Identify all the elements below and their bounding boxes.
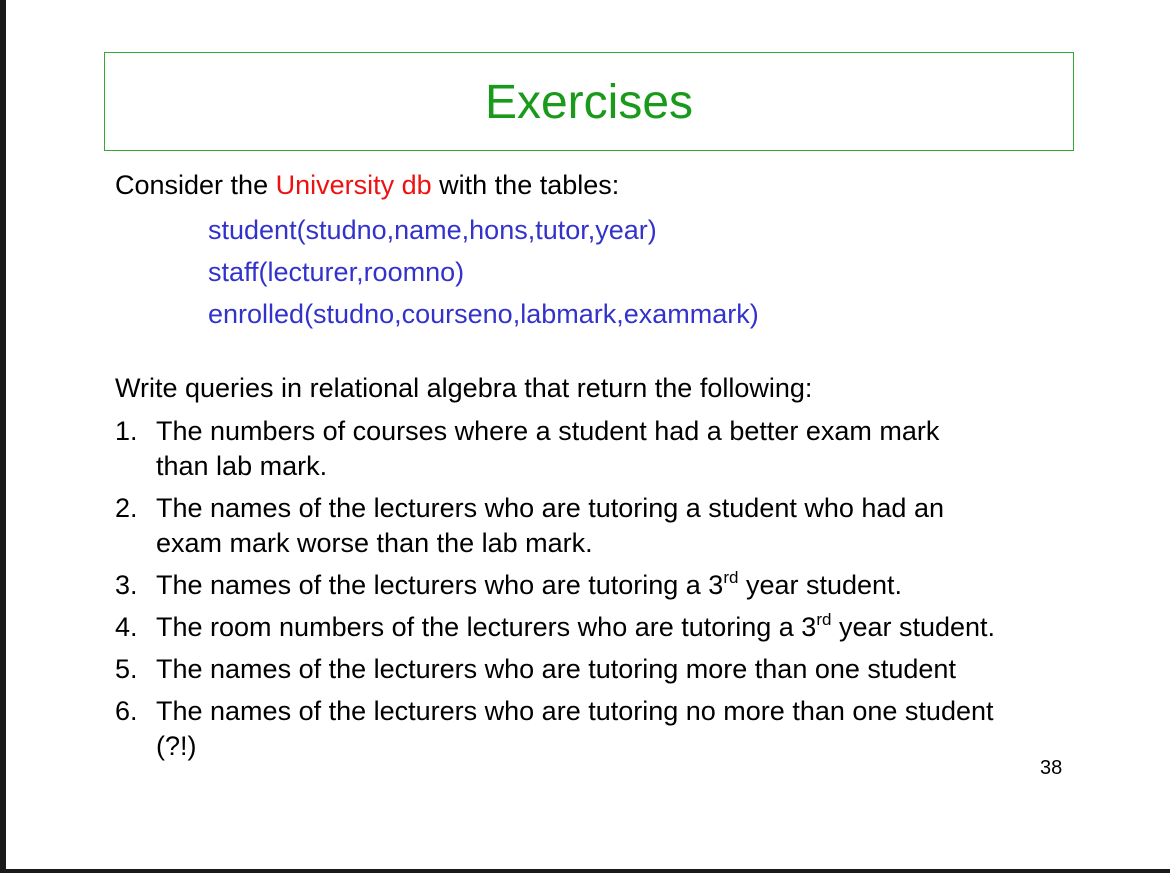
question-text (156, 610, 1115, 645)
intro-before: Consider the (115, 170, 276, 200)
question-item (115, 694, 1115, 764)
question-line: than lab mark. (156, 451, 328, 481)
intro-line (115, 168, 619, 202)
question-item (115, 568, 1115, 603)
question-number: 4. (115, 612, 138, 642)
question-text (156, 491, 1115, 561)
question-number: 5. (115, 654, 138, 684)
intro-highlight: University db (275, 170, 432, 200)
question-line: The names of the lecturers who are tutoring a student who had an (156, 493, 944, 523)
question-number: 3. (115, 570, 138, 600)
question-line: The names of the lecturers who are tutoring no more than one student (156, 696, 994, 726)
question-text-before: The names of the lecturers who are tutoring a 3 (156, 570, 724, 600)
intro-after: with the tables: (431, 170, 620, 200)
schema-student: student(studno,name,hons,tutor,year) (208, 215, 657, 245)
slide (6, 0, 1170, 869)
table-schema-list (208, 209, 759, 335)
question-text-after: year student. (738, 570, 903, 600)
question-text-after: year student. (831, 612, 996, 642)
schema-staff: staff(lecturer,roomno) (208, 257, 465, 287)
question-text-before: The room numbers of the lecturers who are tutoring a 3 (156, 612, 817, 642)
slide-title: Exercises (484, 75, 694, 129)
question-text (156, 652, 1115, 687)
question-number: 2. (115, 493, 138, 523)
question-item (115, 414, 1115, 484)
question-number: 6. (115, 696, 138, 726)
question-text (156, 568, 1115, 603)
question-line: exam mark worse than the lab mark. (156, 528, 593, 558)
question-text (156, 694, 1115, 764)
window-edge-bottom (0, 869, 1170, 873)
question-list (115, 414, 1115, 771)
question-item (115, 491, 1115, 561)
ordinal-superscript: rd (816, 610, 832, 629)
page-number: 38 (1040, 757, 1063, 779)
question-line: (?!) (156, 731, 197, 761)
question-line: The names of the lecturers who are tutoring more than one student (156, 654, 956, 684)
question-item (115, 652, 1115, 687)
question-text (156, 414, 1115, 484)
question-item (115, 610, 1115, 645)
ordinal-superscript: rd (723, 568, 739, 587)
task-intro: Write queries in relational algebra that return the following: (115, 373, 813, 403)
title-box (104, 52, 1074, 151)
question-number: 1. (115, 416, 138, 446)
question-line: The numbers of courses where a student had a better exam mark (156, 416, 940, 446)
schema-enrolled: enrolled(studno,courseno,labmark,exammark) (208, 299, 759, 329)
